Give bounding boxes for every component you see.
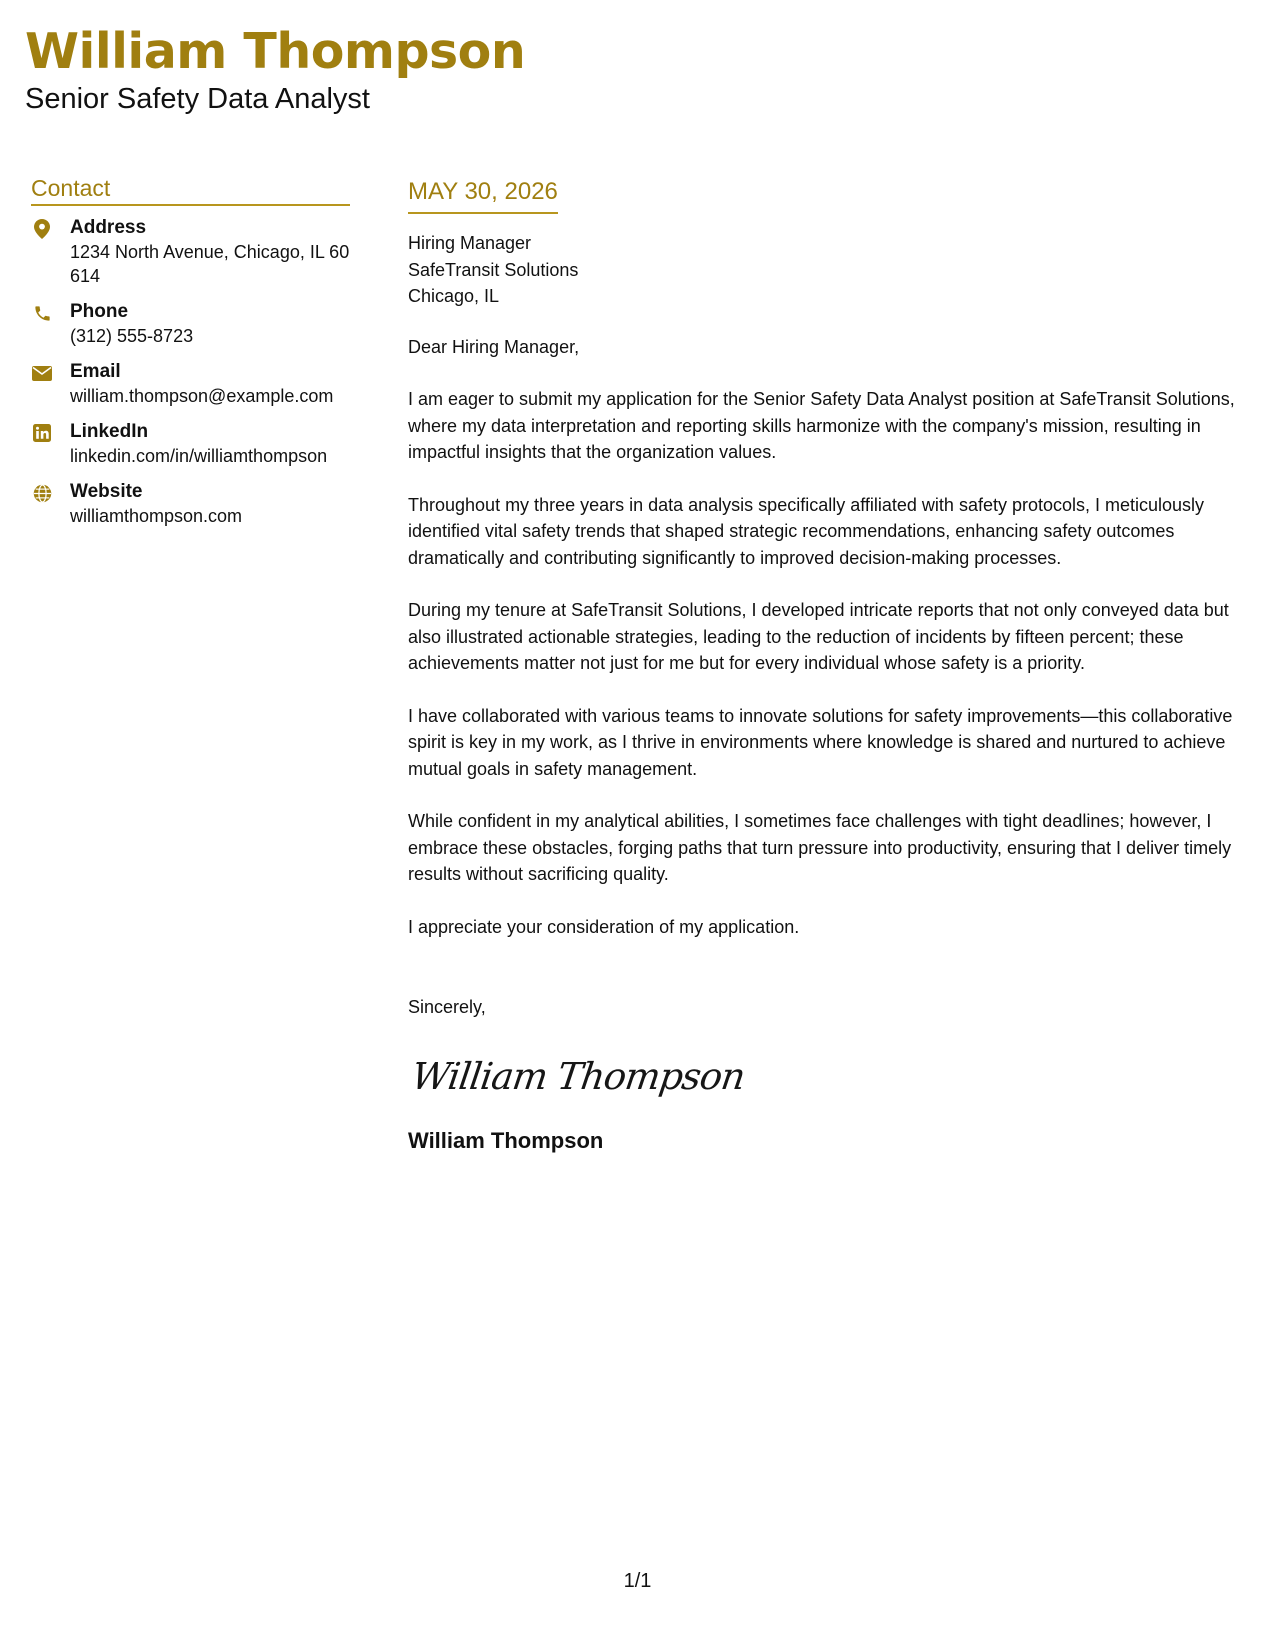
- letter-paragraph: Throughout my three years in data analysis specifically affiliated with safety protocols, I meticulously identified vital safety trends that shaped strategic recommendations, enhancing safety outcomes dramatically and contributing significantly to improved decision-making processes.: [408, 494, 1205, 568]
- phone-value[interactable]: (312) 555-8723: [70, 326, 194, 346]
- contact-item-phone: [31, 300, 350, 348]
- page-header: [25, 22, 525, 116]
- letter-paragraph: While confident in my analytical abilities, I sometimes face challenges with tight deadlines; however, I embrace these obstacles, forging paths that turn pressure into productivity, ensuring that I deliver timely results without sacrificing quality.: [408, 811, 1232, 884]
- recipient-block: [408, 230, 1253, 310]
- linkedin-value[interactable]: linkedin.com/in/williamthompson: [70, 446, 328, 466]
- contact-item-linkedin: [31, 420, 350, 468]
- signature-image: William Thompson: [408, 1054, 748, 1098]
- recipient-location: Chicago, IL: [408, 286, 500, 306]
- envelope-icon: [31, 362, 53, 384]
- letter-paragraph: I am eager to submit my application for the Senior Safety Data Analyst position at SafeTransit Solutions, where my data interpretation and reporting skills harmonize with the company's mission, resulting in impactful insights that the organization values.: [408, 389, 1235, 462]
- contact-item-address: [31, 216, 350, 288]
- closing: Sincerely,: [408, 997, 486, 1017]
- job-title: Senior Safety Data Analyst: [25, 83, 370, 115]
- address-label: Address: [70, 217, 147, 238]
- phone-label: Phone: [70, 301, 129, 322]
- signer-name: William Thompson: [408, 1127, 604, 1153]
- contact-item-email: [31, 360, 350, 408]
- contact-heading: Contact: [31, 174, 350, 206]
- linkedin-label: LinkedIn: [70, 421, 149, 442]
- page-number: 1/1: [623, 1570, 652, 1592]
- applicant-name: William Thompson: [25, 23, 526, 80]
- email-value[interactable]: william.thompson@example.com: [70, 386, 334, 406]
- website-value[interactable]: williamthompson.com: [70, 506, 243, 526]
- letter-paragraph: I appreciate your consideration of my application.: [408, 916, 800, 937]
- phone-icon: [31, 302, 53, 324]
- letter-date: MAY 30, 2026: [408, 176, 558, 214]
- globe-icon: [31, 482, 53, 504]
- map-pin-icon: [31, 218, 53, 240]
- contact-sidebar: [31, 174, 350, 540]
- letter-paragraph: I have collaborated with various teams to innovate solutions for safety improvements—this collaborative spirit is key in my work, as I thrive in environments where knowledge is shared and nurtured to achieve mutual goals in safety management.: [408, 705, 1233, 779]
- contact-item-website: [31, 480, 350, 528]
- letter-paragraph: During my tenure at SafeTransit Solutions, I developed intricate reports that not only conveyed data but also illustrated actionable strategies, leading to the reduction of incidents by fifteen percent; these achievements matter not just for me but for every individual whose safety is a priority.: [408, 600, 1229, 673]
- website-label: Website: [70, 481, 143, 502]
- linkedin-icon: [31, 422, 53, 444]
- recipient-line: Hiring Manager: [408, 233, 532, 253]
- letter-body: [408, 176, 1253, 1155]
- email-label: Email: [70, 361, 121, 382]
- recipient-company: SafeTransit Solutions: [408, 259, 579, 280]
- salutation: Dear Hiring Manager,: [408, 336, 580, 357]
- address-value: 1234 North Avenue, Chicago, IL 60614: [70, 242, 350, 286]
